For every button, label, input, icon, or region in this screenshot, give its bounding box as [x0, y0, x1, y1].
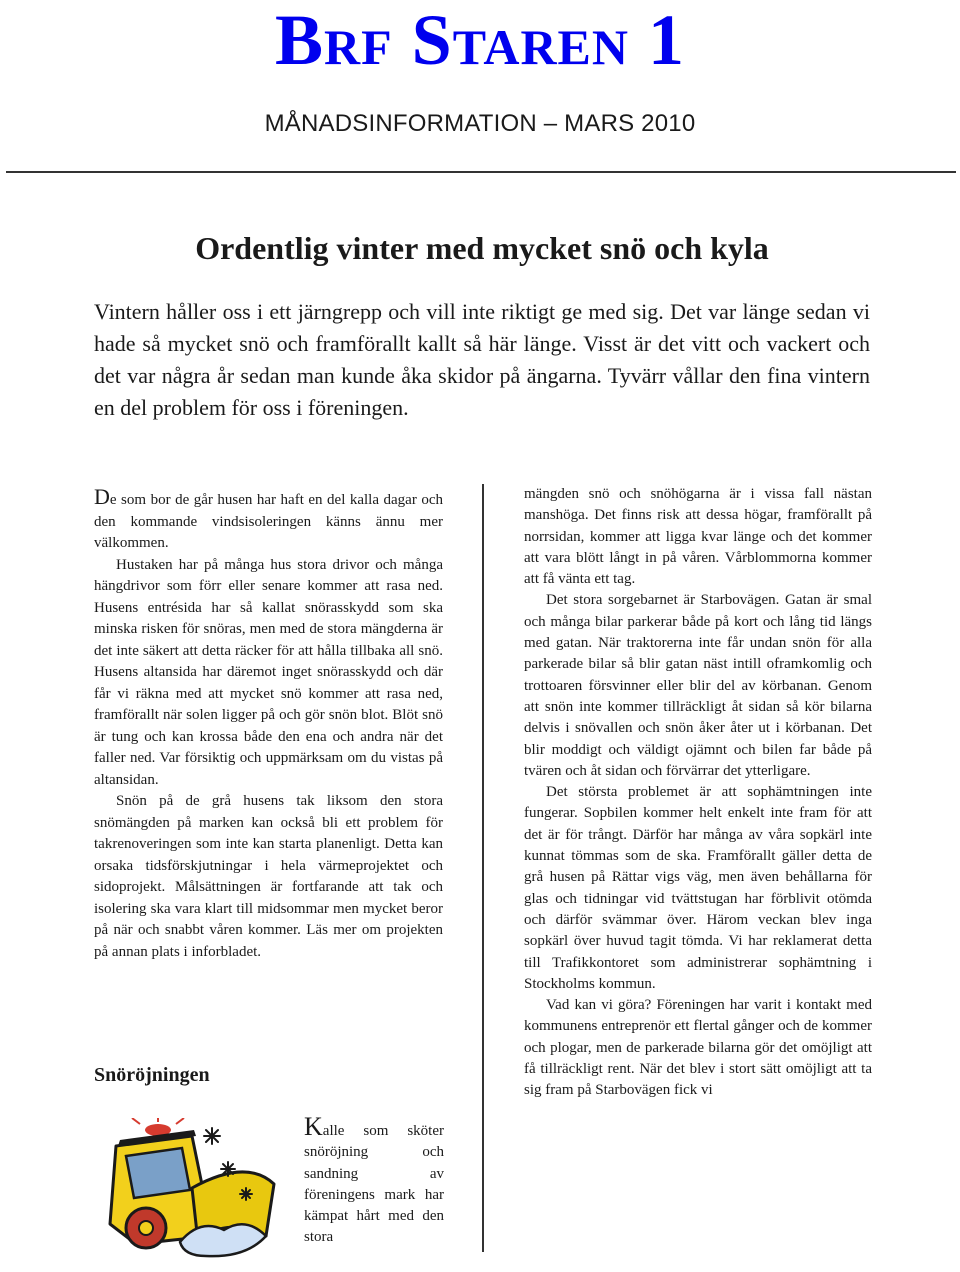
- left-paragraph-1: [94, 486, 443, 555]
- right-paragraph-3: Det största problemet är att sophämtningen inte fungerar. Sopbilen kommer helt enkelt inte fram för att det är för trångt. Därför har många av våra sopkärl inte kunnat tömmas som de ska. Framförallt gäller detta de grå husen på Rättar vigs väg, men även behållarna för glas och tidningar vid tvättstugan har förblivit otömda och därför svämmar över. Härom veckan blev inga sopkärl över huvud tagit tömda. Vi har reklamerat detta till Trafikkontoret som administrerar sophämtning i Stockholms kommun.: [524, 784, 872, 992]
- newsletter-subtitle: MÅNADSINFORMATION – MARS 2010: [264, 110, 696, 137]
- column-divider: [482, 484, 484, 1252]
- left-paragraph-2: Hustaken har på många hus stora drivor och många hängdrivor som förr eller senare kommer att rasa ned. Husens entrésida har så kallat snörasskydd som ska minska risken för snöras, men med de stora mängderna är det inte säkert att detta räcker för att hålla tillbaka all snö. Husens altansida har däremot inget snörasskydd och där får vi räkna med att mycket snö kommer att rasa ned, framförallt när solen ligger på och gör snön blot. Blöt snö är tung och kan krossa både den ena och andra när det faller ned. Var försiktig och uppmärksam om du vistas på altansidan.: [94, 556, 443, 788]
- newsletter-title: Brf Staren 1: [274, 0, 686, 80]
- kalle-text: [304, 1112, 444, 1249]
- dropcap-d: D: [94, 484, 110, 509]
- kalle-paragraph: [304, 1112, 444, 1249]
- left-paragraph-1-text: e som bor de går husen har haft en del kalla dagar och den kommande vindsisoleringen känns ännu mer välkommen.: [94, 492, 443, 551]
- snowplow-clipart: [96, 1118, 276, 1258]
- right-paragraph-4: Vad kan vi göra? Föreningen har varit i kontakt med kommunens entreprenör ett flertal gånger och de kommer och plogar, men de parkerade bilarna gör det omöjligt att få tillräckligt rent. När det blev i stort sätt omöjligt att ta sig fram på Starbovägen fick vi: [524, 997, 872, 1099]
- right-paragraph-2: Det stora sorgebarnet är Starbovägen. Gatan är smal och många bilar parkerar både på kort och lång tid längs med gatan. När traktorerna inte får undan snön för alla parkerade bilar så blir gatan näst intill oframkomlig och trottoaren försvinner eller blir del av körbanan. Genom att snön inte kommer tillräckligt åt sidan så kör bilarna delvis i snövallen och snön åker åter ut i körbanan. Det blir moddigt och väldigt ojämnt och bilen far både på tvären och åt sidan och förvärrar det ytterligare.: [524, 592, 872, 779]
- article-lead: Vintern håller oss i ett järngrepp och vill inte riktigt ge med sig. Det var länge sedan vi hade så mycket snö och framförallt kallt så här länge. Visst är det vitt och vackert och det var några år sedan man kunde åka skidor på ängarna. Tyvärr vållar den fina vintern en del problem för oss i föreningen.: [94, 299, 870, 420]
- right-column: [524, 484, 872, 1102]
- beacon-rays: [132, 1118, 184, 1124]
- left-column: [94, 486, 443, 963]
- article-headline: Ordentlig vinter med mycket snö och kyla: [195, 230, 769, 266]
- dropcap-k: K: [304, 1112, 323, 1141]
- cab-window: [126, 1148, 190, 1198]
- kalle-text-rest: alle som sköter snöröjning och sandning av föreningens mark har kämpat hårt med den stora: [304, 1123, 444, 1246]
- header-divider: [6, 171, 956, 173]
- left-paragraph-3: Snön på de grå husens tak liksom den stora snömängden på marken kan också bli ett problem för takrenoveringen som inte kan starta planenligt. Detta kan orsaka tidsförskjutningar i hela värmeprojektet och sidoprojekt. Målsättningen är fortfarande att tak och isolering ska vara klart till midsommar men mycket beror på när och snabbt våren kommer. Läs mer om projekten på annan plats i inforbladet.: [94, 793, 443, 960]
- right-paragraph-1: mängden snö och snöhögarna är i vissa fall nästan manshöga. Det finns risk att dessa högar, framförallt på norrsidan, kommer att ligga kvar länge och det kommer att vara blött långt in på våren. Vårblommorna kommer att få vänta ett tag.: [524, 486, 872, 588]
- wheel-hub: [139, 1221, 153, 1235]
- section-heading: Snöröjningen: [94, 1064, 210, 1086]
